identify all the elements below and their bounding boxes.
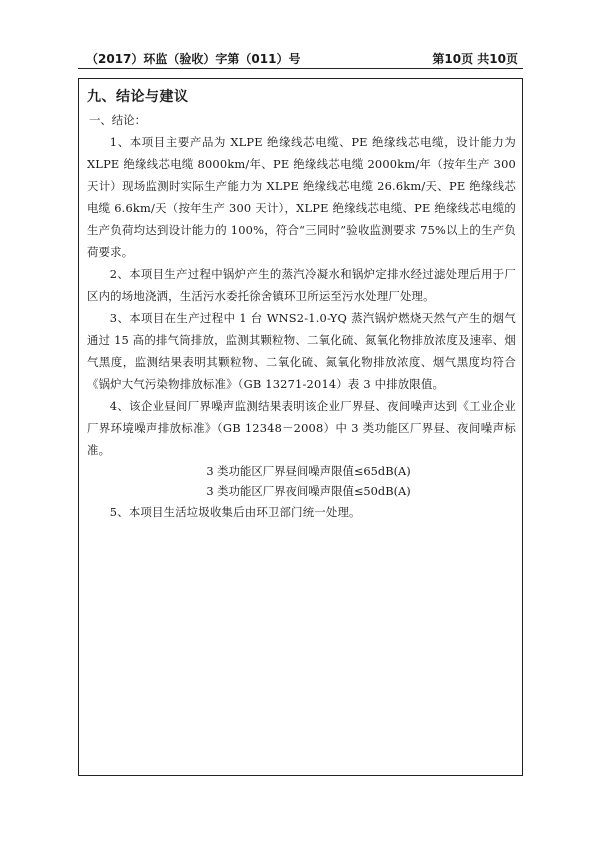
- page-header: [78, 47, 522, 67]
- header-divider: [78, 68, 523, 69]
- paragraph-3: 3、本项目在生产过程中 1 台 WNS2-1.0-YQ 蒸汽锅炉燃烧天然气产生的烟气通过 15 高的排气筒排放，监测其颗粒物、二氧化硫、氮氧化物排放浓度及速率、烟气黑度，监测结果表明其颗粒物、二氧化硫、氮氧化物排放浓度、烟气黑度均符合《锅炉大气污染物排放标准》（GB 13271-2014）表 3 中排放限值。: [87, 311, 516, 391]
- content-body: [87, 86, 516, 523]
- page-number: 第10页 共10页: [432, 52, 518, 66]
- section-title: 九、结论与建议: [87, 89, 189, 105]
- document-number: （2017）环监（验收）字第（011）号: [86, 52, 301, 66]
- paragraph-4: 4、该企业昼间厂界噪声监测结果表明该企业厂界昼、夜间噪声达到《工业企业厂界环境噪声排放标准》（GB 12348－2008）中 3 类功能区厂界昼、夜间噪声标准。: [87, 399, 516, 457]
- paragraph-1: 1、本项目主要产品为 XLPE 绝缘线芯电缆、PE 绝缘线芯电缆，设计能力为 XLPE 绝缘线芯电缆 8000km/年、PE 绝缘线芯电缆 2000km/年（按年生产 300 天计）现场监测时实际生产能力为 XLPE 绝缘线芯电缆 26.6km/天、PE 绝缘线芯电缆 6.6km/天（按年生产 300 天计），XLPE 绝缘线芯电缆、PE 绝缘线芯电缆的生产负荷均达到设计能力的 100%，符合“三同时”验收监测要求 75%以上的生产负荷要求。: [87, 135, 516, 259]
- noise-limit-day: 3 类功能区厂界昼间噪声限值≤65dB(A): [206, 464, 411, 478]
- paragraph-5: 5、本项目生活垃圾收集后由环卫部门统一处理。: [109, 505, 361, 519]
- noise-limit-night: 3 类功能区厂界夜间噪声限值≤50dB(A): [206, 484, 411, 498]
- content-frame: [78, 78, 523, 776]
- conclusion-subheading: 一、结论：: [89, 113, 146, 127]
- paragraph-2: 2、本项目生产过程中锅炉产生的蒸汽冷凝水和锅炉定排水经过滤处理后用于厂区内的场地浇洒，生活污水委托徐舍镇环卫所运至污水处理厂处理。: [87, 267, 516, 303]
